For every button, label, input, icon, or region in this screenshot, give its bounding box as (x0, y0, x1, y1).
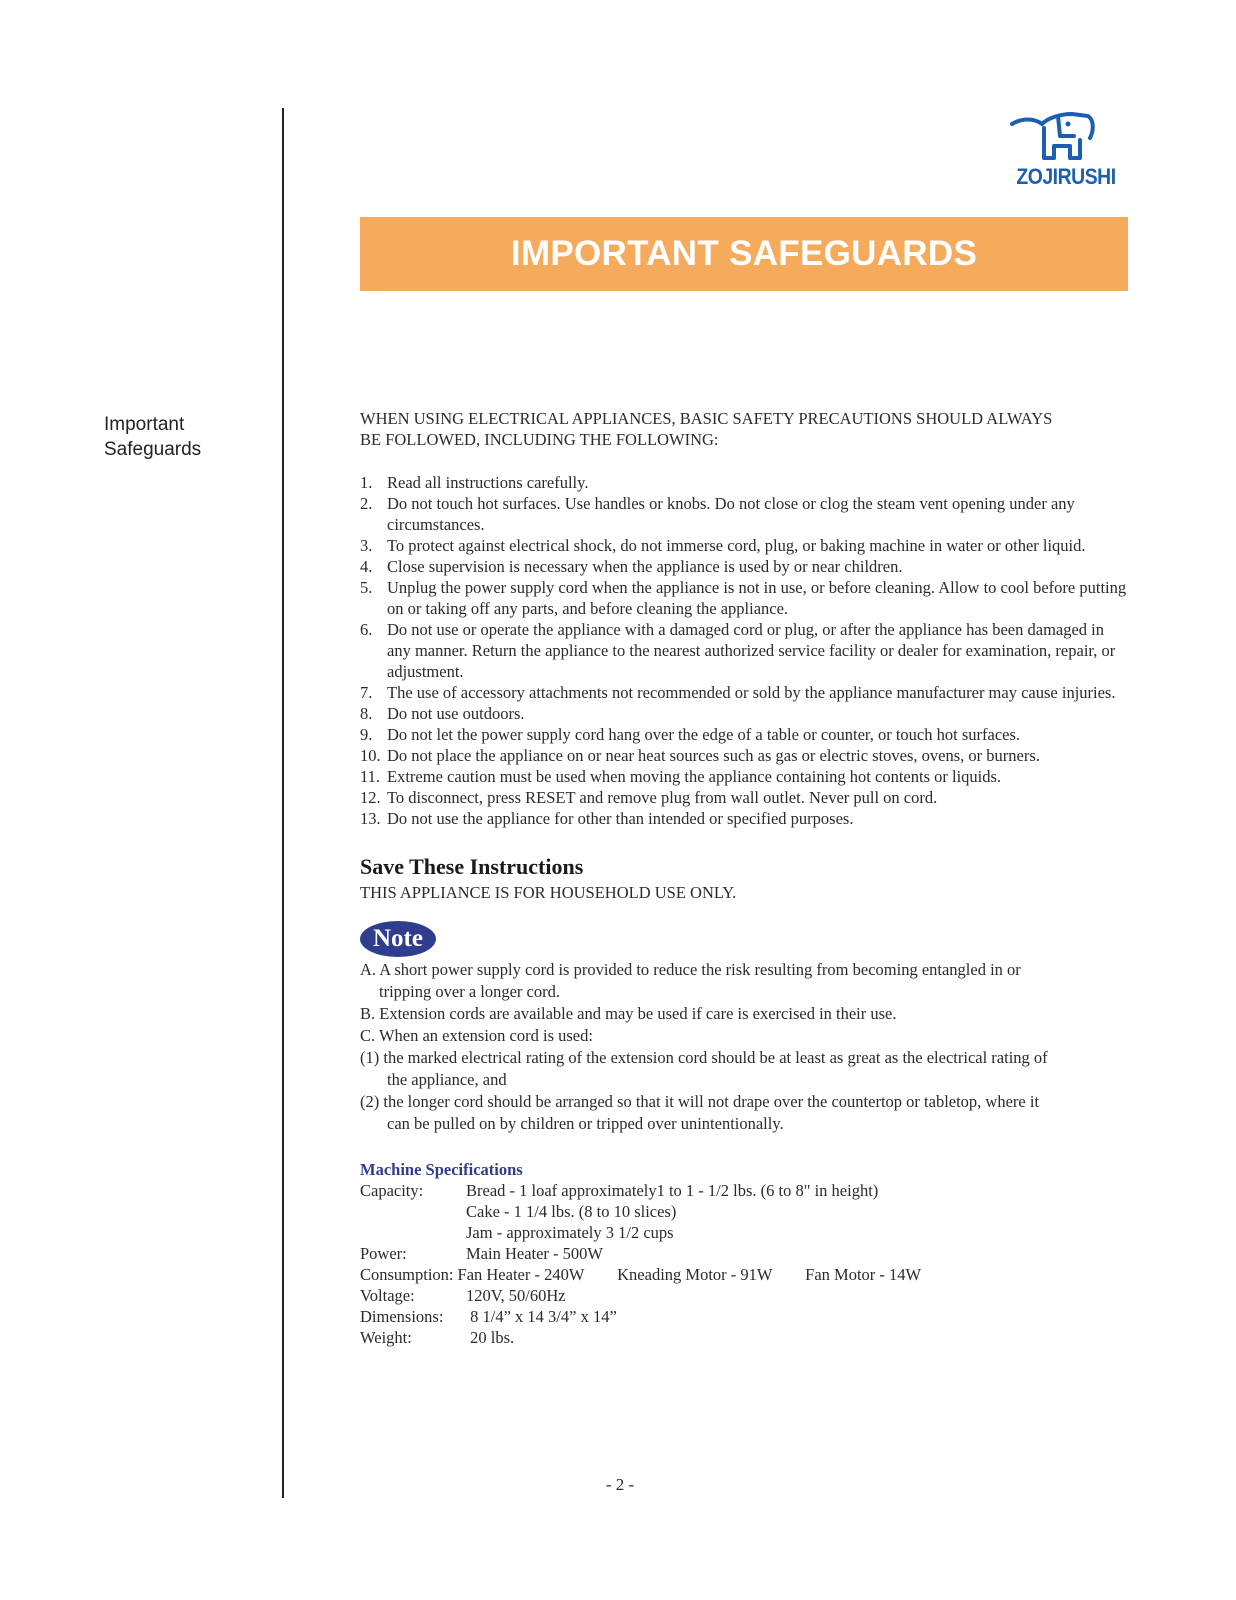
note-c-point-1: (1) the marked electrical rating of the extension cord should be at least as great as the electrical rating of (360, 1048, 1048, 1067)
spec-row-capacity-jam (360, 1222, 1130, 1243)
note-c-point-2-continued: can be pulled on by children or tripped over unintentionally. (387, 1114, 784, 1133)
item-number: 4. (360, 557, 373, 576)
item-text: Do not use the appliance for other than intended or specified purposes. (387, 809, 854, 828)
spec-value: Cake - 1 1/4 lbs. (8 to 10 slices) (466, 1202, 677, 1221)
spec-value: 20 lbs. (466, 1328, 515, 1347)
list-item (360, 556, 1130, 577)
spec-row-capacity (360, 1180, 1130, 1201)
list-item (360, 724, 1130, 745)
spec-row-weight (360, 1327, 1130, 1348)
item-text: Do not touch hot surfaces. Use handles or knobs. Do not close or clog the steam vent opening under any circumstances. (387, 494, 1075, 534)
item-text: Close supervision is necessary when the appliance is used by or near children. (387, 557, 903, 576)
specifications-table (360, 1180, 1130, 1348)
item-number: 8. (360, 704, 373, 723)
item-number: 2. (360, 494, 373, 513)
spec-value: 120V, 50/60Hz (466, 1286, 566, 1305)
list-item (360, 493, 1130, 535)
list-item (360, 703, 1130, 724)
item-text: Unplug the power supply cord when the appliance is not in use, or before cleaning. Allow to cool before putting on or taking off any parts, and before cleaning the appliance. (387, 578, 1127, 618)
item-number: 13. (360, 809, 381, 828)
note-c-point-2: (2) the longer cord should be arranged so that it will not drape over the countertop or tabletop, where it (360, 1092, 1040, 1111)
item-text: Do not use or operate the appliance with a damaged cord or plug, or after the appliance has been damaged in any manner. Return the appliance to the nearest authorized service facility or dealer for examination, repair, or adjustment. (387, 620, 1116, 681)
item-text: To protect against electrical shock, do not immerse cord, plug, or baking machine in water or other liquid. (387, 536, 1086, 555)
item-number: 5. (360, 578, 373, 597)
note-badge: Note (360, 921, 436, 957)
spec-value: Jam - approximately 3 1/2 cups (466, 1223, 674, 1242)
spec-row-voltage (360, 1285, 1130, 1306)
list-item (360, 619, 1130, 682)
list-item (360, 745, 1130, 766)
list-item (360, 682, 1130, 703)
item-number: 1. (360, 473, 373, 492)
item-text: Do not place the appliance on or near heat sources such as gas or electric stoves, ovens, or burners. (387, 746, 1040, 765)
spec-row-consumption (360, 1264, 1130, 1285)
specifications-heading: Machine Specifications (360, 1160, 523, 1179)
zojirushi-logo (1008, 112, 1124, 196)
list-item (360, 535, 1130, 556)
note-c: C. When an extension cord is used: (360, 1026, 593, 1045)
vertical-divider (282, 108, 284, 1498)
spec-label: Consumption: (360, 1265, 454, 1284)
spec-label: Voltage: (360, 1286, 415, 1305)
spec-row-power (360, 1243, 1130, 1264)
spec-value: Fan Heater - 240W Kneading Motor - 91W Fan Motor - 14W (457, 1265, 922, 1284)
section-sidebar-label (104, 412, 254, 462)
note-b: B. Extension cords are available and may be used if care is exercised in their use. (360, 1004, 897, 1023)
safeguards-list (360, 472, 1130, 829)
spec-label: Weight: (360, 1328, 412, 1347)
item-number: 3. (360, 536, 373, 555)
list-item (360, 766, 1130, 787)
item-number: 7. (360, 683, 373, 702)
sidebar-label-line2: Safeguards (104, 439, 202, 460)
spec-value: 8 1/4” x 14 3/4” x 14” (466, 1307, 617, 1326)
page-number: - 2 - (605, 1475, 635, 1494)
item-number: 9. (360, 725, 373, 744)
notes-section (360, 959, 1130, 1135)
spec-value: Bread - 1 loaf approximately1 to 1 - 1/2 lbs. (6 to 8" in height) (466, 1181, 879, 1200)
section-banner (360, 217, 1128, 291)
page-title: IMPORTANT SAFEGUARDS (510, 234, 978, 273)
item-text: The use of accessory attachments not recommended or sold by the appliance manufacturer may cause injuries. (387, 683, 1116, 702)
spec-row-dimensions (360, 1306, 1130, 1327)
note-a: A. A short power supply cord is provided to reduce the risk resulting from becoming entangled in or (360, 960, 1021, 979)
list-item (360, 808, 1130, 829)
item-number: 6. (360, 620, 373, 639)
brand-wordmark: ZOJIRUSHI (1016, 164, 1116, 189)
item-number: 10. (360, 746, 381, 765)
spec-value: Main Heater - 500W (466, 1244, 603, 1263)
item-number: 11. (360, 767, 381, 786)
item-number: 12. (360, 788, 381, 807)
list-item (360, 787, 1130, 808)
intro-paragraph (360, 408, 1130, 450)
save-instructions-heading: Save These Instructions (360, 854, 584, 879)
item-text: Do not use outdoors. (387, 704, 525, 723)
list-item (360, 472, 1130, 493)
main-content (360, 408, 1130, 1348)
household-use-notice: THIS APPLIANCE IS FOR HOUSEHOLD USE ONLY. (360, 883, 737, 902)
spec-label: Capacity: (360, 1181, 424, 1200)
item-text: Extreme caution must be used when moving the appliance containing hot contents or liquids. (387, 767, 1002, 786)
elephant-icon (1008, 112, 1124, 164)
item-text: Read all instructions carefully. (387, 473, 589, 492)
item-text: To disconnect, press RESET and remove plug from wall outlet. Never pull on cord. (387, 788, 938, 807)
list-item (360, 577, 1130, 619)
intro-line: BE FOLLOWED, INCLUDING THE FOLLOWING: (360, 430, 719, 449)
note-c-point-1-continued: the appliance, and (387, 1070, 507, 1089)
spec-label: Power: (360, 1244, 407, 1263)
spec-label: Dimensions: (360, 1307, 444, 1326)
spec-row-capacity-cake (360, 1201, 1130, 1222)
intro-line: WHEN USING ELECTRICAL APPLIANCES, BASIC SAFETY PRECAUTIONS SHOULD ALWAYS (360, 409, 1053, 428)
sidebar-label-line1: Important (104, 414, 185, 435)
note-a-continued: tripping over a longer cord. (379, 982, 560, 1001)
item-text: Do not let the power supply cord hang over the edge of a table or counter, or touch hot surfaces. (387, 725, 1021, 744)
